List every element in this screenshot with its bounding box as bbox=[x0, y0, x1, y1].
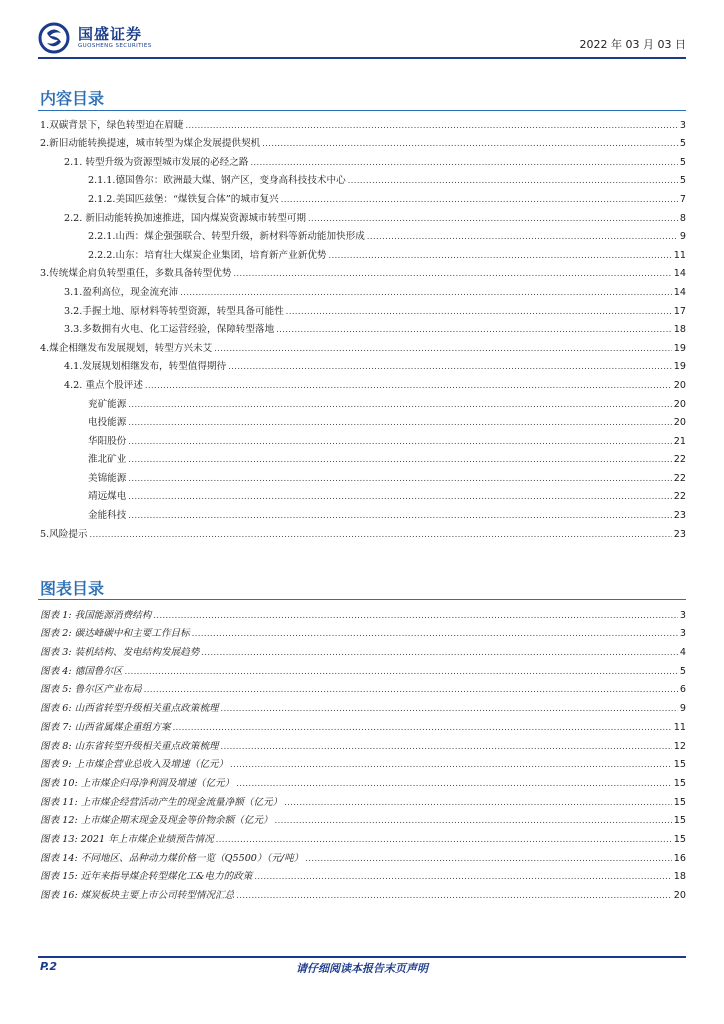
figure-entry-page: 15 bbox=[673, 833, 686, 845]
logo-text: 国盛证券 bbox=[78, 25, 143, 43]
figure-entry[interactable] bbox=[38, 696, 686, 715]
figure-entry[interactable] bbox=[38, 603, 686, 622]
leader-dots bbox=[305, 853, 671, 865]
toc-entry-label: 靖远煤电 bbox=[88, 491, 127, 503]
toc-entry-label: 2.新旧动能转换提速，城市转型为煤企发展提供契机 bbox=[40, 138, 261, 150]
figure-entry-page: 16 bbox=[673, 852, 686, 864]
leader-dots bbox=[128, 491, 671, 503]
leader-dots bbox=[281, 194, 678, 206]
toc-entry-label: 4.2. 重点个股评述 bbox=[64, 379, 143, 391]
leader-dots bbox=[128, 436, 671, 448]
toc-entry-page: 22 bbox=[673, 491, 686, 503]
page-header bbox=[38, 18, 686, 58]
table-of-contents bbox=[38, 113, 686, 541]
figure-entry-page: 3 bbox=[679, 628, 686, 640]
leader-dots bbox=[216, 834, 672, 846]
leader-dots bbox=[228, 361, 672, 373]
toc-entry-page: 5 bbox=[679, 175, 686, 187]
toc-entry-label: 5.风险提示 bbox=[40, 528, 88, 540]
toc-entry-label: 3.2.手握土地、原材料等转型资源，转型具备可能性 bbox=[64, 305, 284, 317]
toc-entry-label: 3.3.多数拥有火电、化工运营经验，保障转型落地 bbox=[64, 324, 275, 336]
leader-dots bbox=[233, 268, 671, 280]
leader-dots bbox=[128, 417, 671, 429]
figures-title-rule bbox=[38, 599, 686, 600]
toc-entry[interactable] bbox=[38, 299, 686, 318]
toc-entry[interactable] bbox=[38, 318, 686, 337]
leader-dots bbox=[185, 120, 677, 132]
logo-subtext: GUOSHENG SECURITIES bbox=[78, 43, 152, 49]
toc-entry[interactable] bbox=[38, 429, 686, 448]
leader-dots bbox=[236, 778, 672, 790]
leader-dots bbox=[284, 797, 672, 809]
toc-entry[interactable] bbox=[38, 392, 686, 411]
leader-dots bbox=[128, 473, 671, 485]
footer-divider bbox=[38, 956, 686, 958]
figure-entry-label: 图表 1: 我国能源消费结构 bbox=[40, 609, 152, 621]
leader-dots bbox=[286, 306, 672, 318]
leader-dots bbox=[221, 741, 672, 753]
figure-entry[interactable] bbox=[38, 846, 686, 865]
figure-entry-page: 9 bbox=[679, 703, 686, 715]
toc-entry-page: 8 bbox=[679, 212, 686, 224]
toc-entry[interactable] bbox=[38, 503, 686, 522]
leader-dots bbox=[153, 610, 678, 622]
figure-entry[interactable] bbox=[38, 865, 686, 884]
toc-entry-page: 19 bbox=[673, 361, 686, 373]
toc-entry-label: 金能科技 bbox=[88, 510, 127, 522]
figure-entry-label: 图表 16: 煤炭板块主要上市公司转型情况汇总 bbox=[40, 890, 235, 901]
figure-entry[interactable] bbox=[38, 809, 686, 828]
toc-entry[interactable] bbox=[38, 150, 686, 169]
figure-entry-label: 图表 10: 上市煤企归母净利润及增速（亿元） bbox=[40, 777, 235, 789]
figure-entry-label: 图表 14: 不同地区、品种动力煤价格一览（Q5500）（元/吨） bbox=[40, 852, 304, 864]
figure-entry-page: 15 bbox=[673, 815, 686, 827]
toc-entry-page: 20 bbox=[673, 417, 686, 429]
toc-entry-page: 7 bbox=[679, 193, 686, 205]
toc-entry-page: 20 bbox=[673, 379, 686, 391]
toc-entry[interactable] bbox=[38, 485, 686, 504]
figure-entry-label: 图表 11: 上市煤企经营活动产生的现金流量净额（亿元） bbox=[40, 796, 283, 808]
leader-dots bbox=[250, 157, 677, 169]
toc-entry-page: 23 bbox=[673, 528, 686, 540]
leader-dots bbox=[144, 684, 678, 696]
toc-title: 内容目录 bbox=[40, 89, 105, 108]
figure-entry-label: 图表 8: 山东省转型升级相关重点政策梳理 bbox=[40, 740, 219, 752]
toc-entry-label: 2.1.1.德国鲁尔：欧洲最大煤、钢产区，变身高科技技术中心 bbox=[88, 175, 346, 187]
leader-dots bbox=[262, 138, 678, 150]
leader-dots bbox=[192, 628, 678, 640]
figure-entry-label: 图表 4: 德国鲁尔区 bbox=[40, 665, 123, 677]
toc-entry-page: 14 bbox=[673, 286, 686, 298]
leader-dots bbox=[348, 175, 678, 187]
toc-entry-label: 电投能源 bbox=[88, 417, 127, 429]
figure-entry[interactable] bbox=[38, 715, 686, 734]
page-number: P.2 bbox=[40, 960, 58, 973]
figure-entry-page: 11 bbox=[673, 721, 686, 733]
figure-entry-page: 18 bbox=[673, 871, 686, 883]
toc-entry-label: 兖矿能源 bbox=[88, 398, 127, 410]
disclaimer-note: 请仔细阅读本报告末页声明 bbox=[296, 962, 428, 975]
leader-dots bbox=[128, 399, 671, 411]
figure-entry-page: 15 bbox=[673, 759, 686, 771]
toc-entry[interactable] bbox=[38, 355, 686, 374]
toc-entry-page: 9 bbox=[679, 231, 686, 243]
leader-dots bbox=[90, 529, 672, 541]
toc-entry[interactable] bbox=[38, 411, 686, 430]
header-divider bbox=[38, 57, 686, 59]
figure-entry[interactable] bbox=[38, 753, 686, 772]
leader-dots bbox=[128, 454, 671, 466]
toc-entry-page: 18 bbox=[673, 324, 686, 336]
toc-entry-page: 5 bbox=[679, 156, 686, 168]
leader-dots bbox=[236, 890, 672, 902]
figure-entry-page: 3 bbox=[679, 609, 686, 621]
leader-dots bbox=[254, 871, 671, 883]
figure-entry-page: 20 bbox=[673, 890, 686, 901]
figure-entry[interactable] bbox=[38, 678, 686, 697]
figure-entry[interactable] bbox=[38, 883, 686, 902]
toc-entry-label: 2.2.1.山西：煤企强强联合、转型升级，新材料等新动能加快形成 bbox=[88, 231, 365, 243]
toc-entry-page: 19 bbox=[673, 342, 686, 354]
toc-entry-label: 2.2. 新旧动能转换加速推进，国内煤炭资源城市转型可期 bbox=[64, 212, 307, 224]
toc-entry-label: 3.传统煤企肩负转型重任，多数具备转型优势 bbox=[40, 268, 232, 280]
figure-entry-page: 4 bbox=[679, 647, 686, 659]
toc-entry[interactable] bbox=[38, 522, 686, 541]
leader-dots bbox=[276, 324, 672, 336]
toc-entry[interactable] bbox=[38, 373, 686, 392]
figure-entry-page: 12 bbox=[673, 740, 686, 752]
figure-entry-label: 图表 6: 山西省转型升级相关重点政策梳理 bbox=[40, 703, 219, 715]
leader-dots bbox=[201, 647, 678, 659]
toc-entry[interactable] bbox=[38, 448, 686, 467]
toc-entry-label: 2.2.2.山东：培育壮大煤炭企业集团，培育新产业新优势 bbox=[88, 249, 327, 261]
figure-entry-page: 5 bbox=[679, 665, 686, 677]
toc-entry[interactable] bbox=[38, 243, 686, 262]
toc-entry-page: 3 bbox=[679, 119, 686, 131]
toc-entry-page: 23 bbox=[673, 510, 686, 522]
figures-title: 图表目录 bbox=[40, 579, 105, 598]
list-of-figures bbox=[38, 603, 686, 902]
toc-entry[interactable] bbox=[38, 187, 686, 206]
toc-entry-page: 17 bbox=[673, 305, 686, 317]
toc-entry-page: 20 bbox=[673, 398, 686, 410]
leader-dots bbox=[230, 759, 672, 771]
figure-entry-label: 图表 9: 上市煤企营业总收入及增速（亿元） bbox=[40, 759, 229, 771]
figure-entry[interactable] bbox=[38, 622, 686, 641]
toc-entry-page: 5 bbox=[679, 138, 686, 150]
leader-dots bbox=[329, 250, 672, 262]
figure-entry-label: 图表 2: 碳达峰碳中和主要工作目标 bbox=[40, 628, 190, 640]
figure-entry[interactable] bbox=[38, 734, 686, 753]
toc-entry-label: 1.双碳背景下，绿色转型迫在眉睫 bbox=[40, 119, 184, 131]
toc-entry-label: 2.1.2.美国匹兹堡：“煤铁复合体”的城市复兴 bbox=[88, 193, 279, 205]
figure-entry-page: 15 bbox=[673, 796, 686, 808]
figure-entry-label: 图表 13: 2021 年上市煤企业绩预告情况 bbox=[40, 833, 214, 845]
toc-entry-page: 11 bbox=[673, 249, 686, 261]
toc-entry-page: 21 bbox=[673, 435, 686, 447]
leader-dots bbox=[173, 722, 672, 734]
report-date: 2022 年 03 月 03 日 bbox=[579, 38, 686, 51]
leader-dots bbox=[214, 343, 672, 355]
figure-entry-page: 6 bbox=[679, 684, 686, 696]
figure-entry-label: 图表 15: 近年来指导煤企转型煤化工&电力的政策 bbox=[40, 871, 253, 883]
toc-entry[interactable] bbox=[38, 113, 686, 132]
figure-entry-label: 图表 3: 装机结构、发电结构发展趋势 bbox=[40, 647, 200, 659]
leader-dots bbox=[125, 666, 678, 678]
toc-entry-label: 美锦能源 bbox=[88, 472, 127, 484]
toc-entry[interactable] bbox=[38, 336, 686, 355]
figure-entry[interactable] bbox=[38, 640, 686, 659]
toc-entry-page: 22 bbox=[673, 472, 686, 484]
figure-entry-label: 图表 5: 鲁尔区产业布局 bbox=[40, 684, 142, 696]
toc-entry[interactable] bbox=[38, 225, 686, 244]
toc-entry-page: 22 bbox=[673, 454, 686, 466]
company-logo bbox=[38, 22, 168, 54]
leader-dots bbox=[275, 815, 672, 827]
leader-dots bbox=[221, 703, 678, 715]
toc-entry-label: 3.1.盈利高位，现金流充沛 bbox=[64, 286, 179, 298]
toc-entry[interactable] bbox=[38, 262, 686, 281]
toc-entry-label: 华阳股份 bbox=[88, 435, 127, 447]
toc-entry[interactable] bbox=[38, 169, 686, 188]
figure-entry[interactable] bbox=[38, 827, 686, 846]
toc-entry[interactable] bbox=[38, 280, 686, 299]
figure-entry[interactable] bbox=[38, 659, 686, 678]
toc-entry-label: 4.煤企相继发布发展规划，转型方兴未艾 bbox=[40, 342, 213, 354]
toc-title-rule bbox=[38, 110, 686, 111]
leader-dots bbox=[367, 231, 678, 243]
toc-entry[interactable] bbox=[38, 132, 686, 151]
toc-entry-label: 淮北矿业 bbox=[88, 454, 127, 466]
leader-dots bbox=[308, 213, 678, 225]
leader-dots bbox=[145, 380, 672, 392]
figure-entry[interactable] bbox=[38, 771, 686, 790]
toc-entry[interactable] bbox=[38, 206, 686, 225]
toc-entry-label: 4.1.发展规划相继发布，转型值得期待 bbox=[64, 361, 227, 373]
toc-entry-label: 2.1. 转型升级为资源型城市发展的必经之路 bbox=[64, 156, 249, 168]
toc-entry[interactable] bbox=[38, 466, 686, 485]
figure-entry[interactable] bbox=[38, 790, 686, 809]
toc-entry-page: 14 bbox=[673, 268, 686, 280]
figure-entry-page: 15 bbox=[673, 777, 686, 789]
logo-emblem-icon bbox=[38, 22, 72, 54]
figure-entry-label: 图表 12: 上市煤企期末现金及现金等价物余额（亿元） bbox=[40, 815, 273, 827]
leader-dots bbox=[128, 510, 671, 522]
leader-dots bbox=[180, 287, 672, 299]
figure-entry-label: 图表 7: 山西省属煤企重组方案 bbox=[40, 721, 171, 733]
